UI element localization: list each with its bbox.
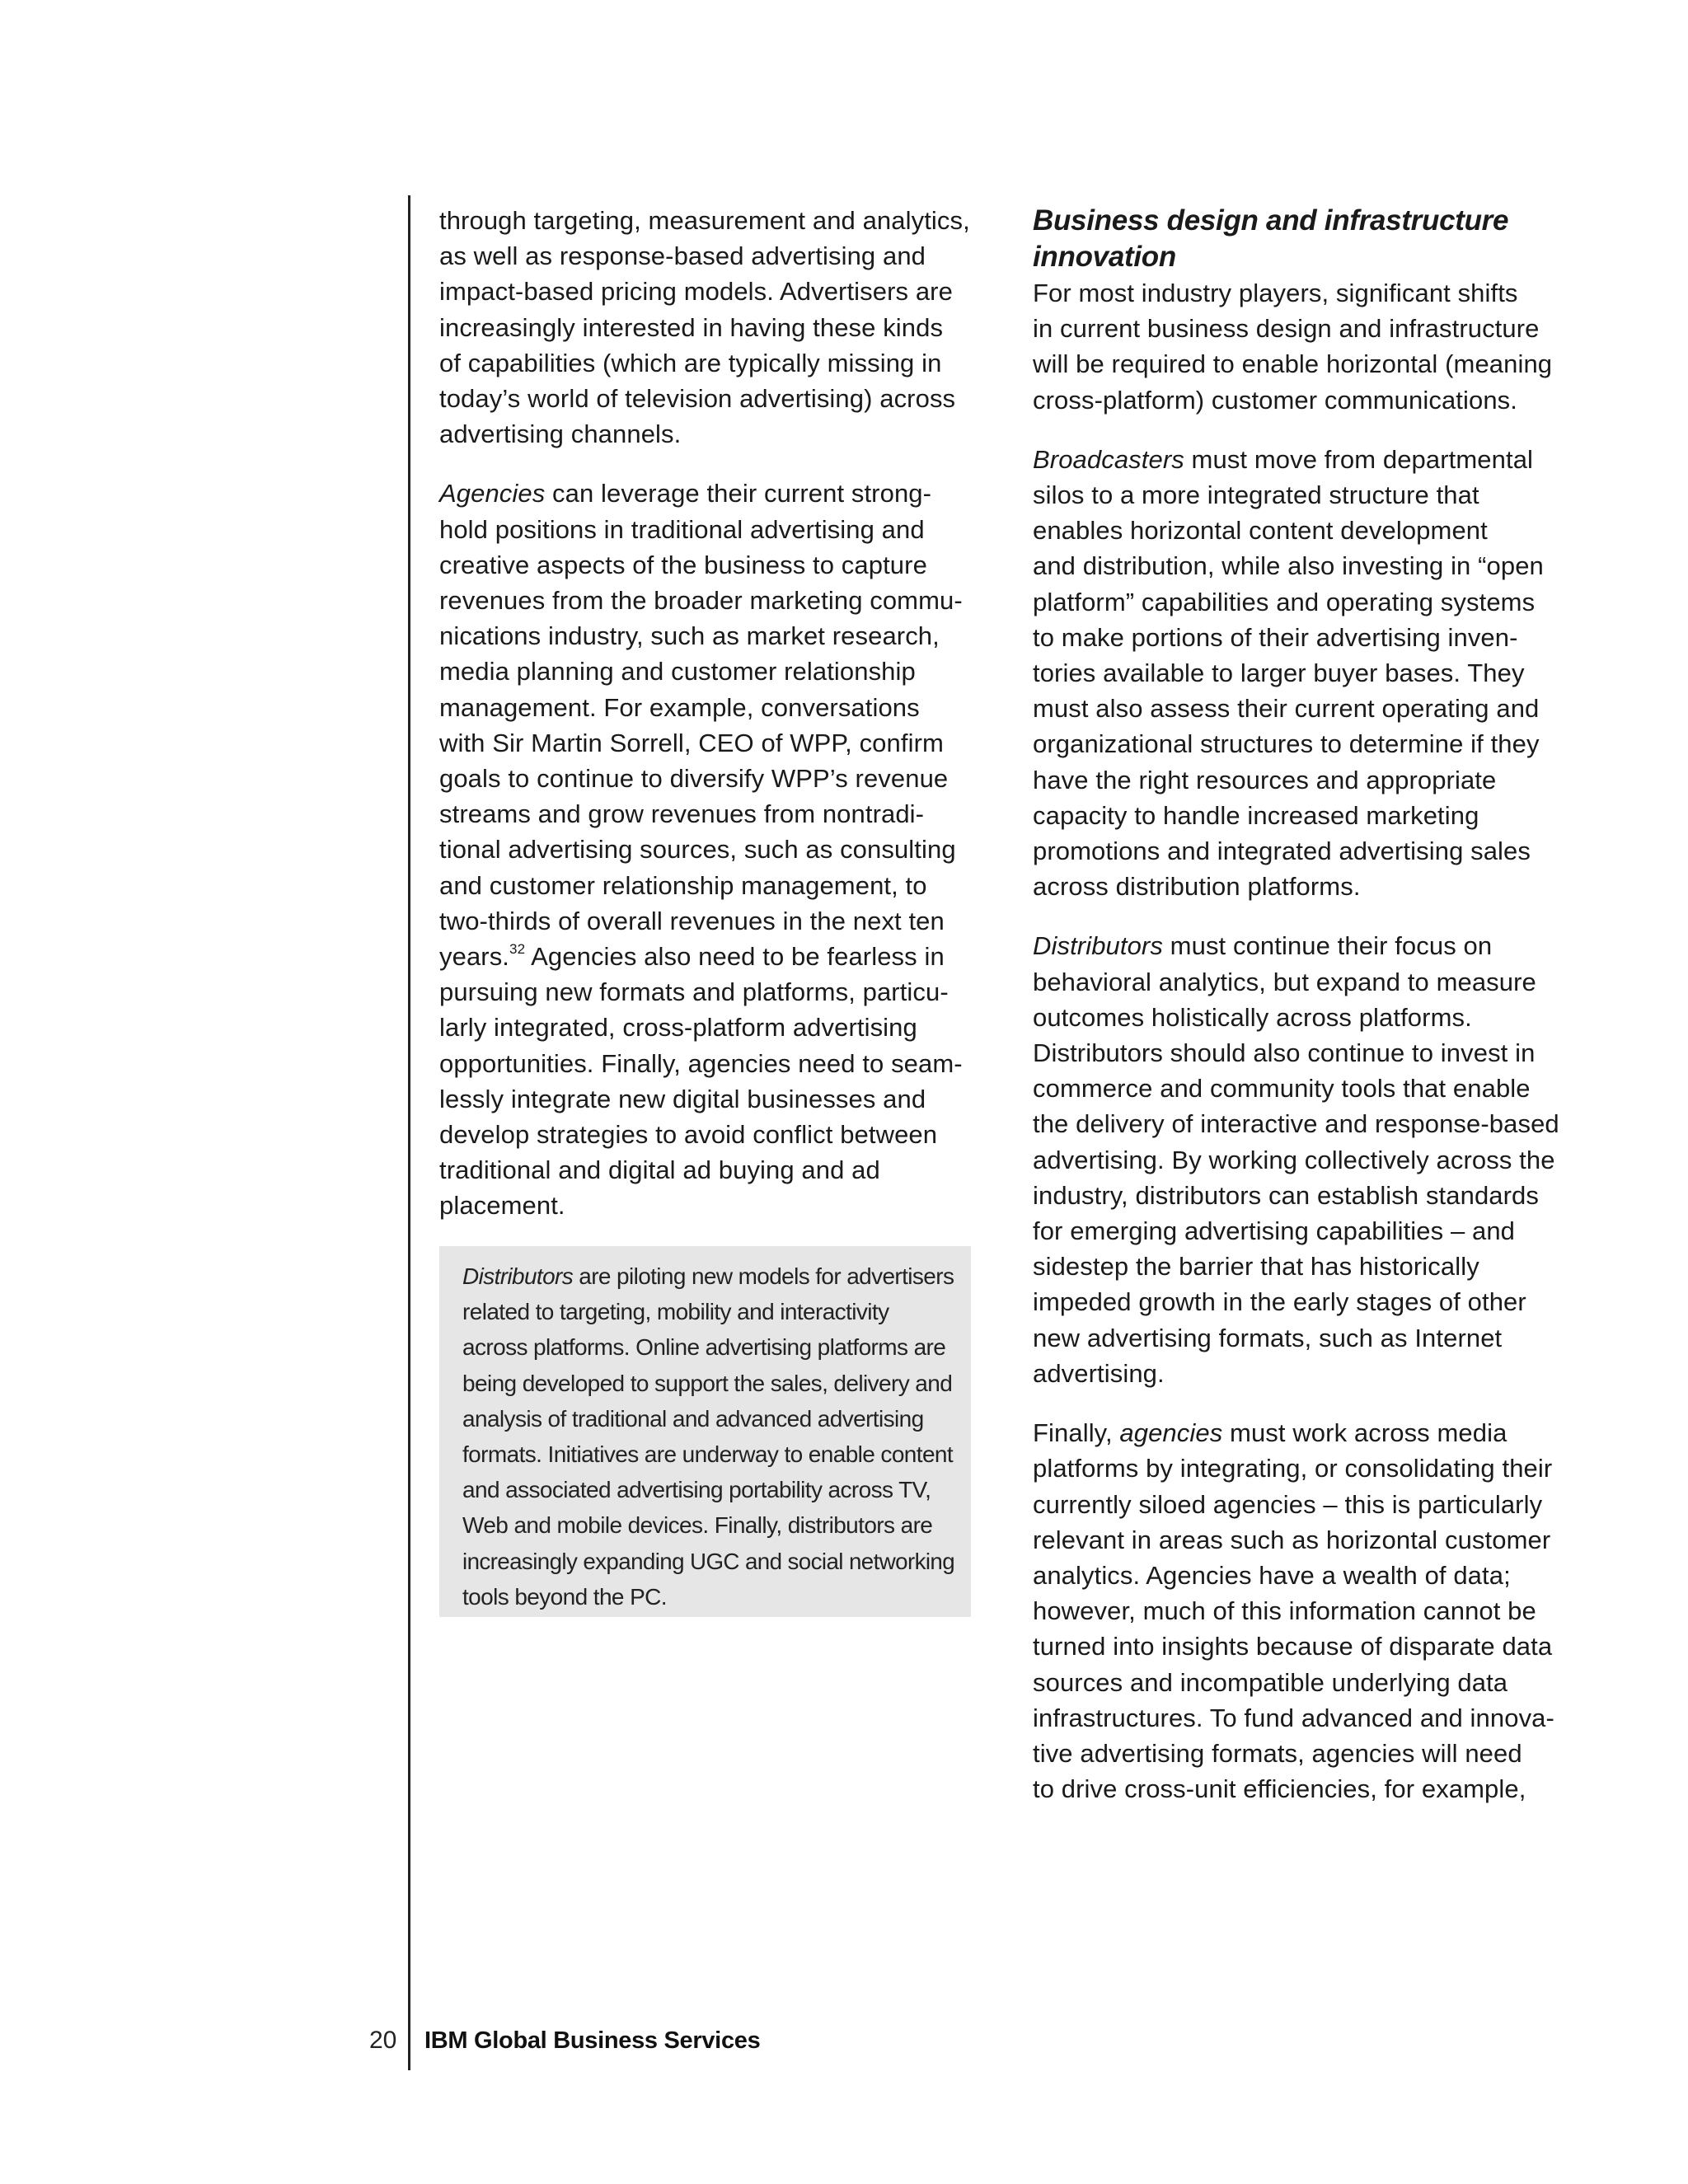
text-line: and customer relationship management, to (439, 870, 927, 900)
text-line: formats. Initiatives are underway to enable content (462, 1441, 954, 1468)
text-line: hold positions in traditional advertising and (439, 514, 925, 544)
text-line: Business design and infrastructure (1033, 204, 1509, 237)
text-line: larly integrated, cross-platform advertising (439, 1013, 917, 1043)
text-line: innovation (1033, 241, 1176, 273)
text-line: placement. (439, 1191, 565, 1221)
text-line: tories available to larger buyer bases. They (1033, 658, 1525, 688)
text-line: silos to a more integrated structure that (1033, 480, 1479, 510)
text-line (1033, 442, 1577, 477)
sidebar-lead: Distributors (462, 1263, 574, 1289)
text-fragment: years. (439, 942, 510, 972)
text-line: For most industry players, significant shifts (1033, 279, 1518, 307)
text-line: platforms by integrating, or consolidating their (1033, 1454, 1553, 1483)
text-line: cross-platform) customer communications. (1033, 385, 1517, 415)
page-number: 20 (369, 2027, 397, 2054)
footer-brand: IBM Global Business Services (424, 2027, 761, 2054)
line-group (1033, 964, 1577, 1391)
text-line: sources and incompatible underlying data (1033, 1667, 1508, 1697)
agencies-lead: agencies (1119, 1418, 1223, 1448)
text-line (439, 476, 992, 511)
text-line: outcomes holistically across platforms. (1033, 1002, 1472, 1032)
text-line: today’s world of television advertising) across (439, 384, 956, 414)
text-line: media planning and customer relationship (439, 657, 916, 687)
text-line: advertising. (1033, 1358, 1165, 1388)
right-paragraph-distributors (1033, 928, 1577, 1391)
broadcasters-lead: Broadcasters (1033, 444, 1184, 474)
text-line: organizational structures to determine if they (1033, 729, 1540, 759)
text-line: must also assess their current operating and (1033, 694, 1540, 724)
text-fragment: must move from departmental (1184, 444, 1534, 474)
text-line: turned into insights because of disparate data (1033, 1632, 1553, 1661)
line-group (1033, 1451, 1577, 1807)
text-line: enables horizontal content development (1033, 516, 1488, 546)
text-line: have the right resources and appropriate (1033, 765, 1497, 794)
text-line: opportunities. Finally, agencies need to seam- (439, 1048, 963, 1078)
left-paragraph-1 (439, 203, 992, 452)
text-line: traditional and digital ad buying and ad (439, 1155, 880, 1185)
text-line (1033, 928, 1577, 963)
text-line: for emerging advertising capabilities – and (1033, 1216, 1516, 1246)
text-line: creative aspects of the business to capture (439, 550, 927, 579)
text-line: platform” capabilities and operating systems (1033, 587, 1536, 616)
text-line: across platforms. Online advertising platforms are (462, 1334, 946, 1361)
sidebar-callout (439, 1246, 971, 1617)
text-line (439, 939, 992, 974)
text-line: capacity to handle increased marketing (1033, 800, 1479, 830)
text-fragment: are piloting new models for advertisers (573, 1263, 954, 1289)
text-line: of capabilities (which are typically missing in (439, 348, 942, 377)
text-line: and distribution, while also investing in “open (1033, 551, 1544, 581)
text-line: streams and grow revenues from nontradi- (439, 799, 925, 829)
text-line: new advertising formats, such as Internet (1033, 1323, 1503, 1352)
text-line: to drive cross-unit efficiencies, for example, (1033, 1774, 1526, 1804)
left-column (439, 203, 992, 1248)
text-line: industry, distributors can establish standards (1033, 1180, 1539, 1210)
text-line: behavioral analytics, but expand to measure (1033, 967, 1536, 996)
text-line: as well as response-based advertising and (439, 241, 926, 271)
text-line: lessly integrate new digital businesses and (439, 1084, 926, 1113)
text-fragment: can leverage their current strong- (545, 479, 932, 509)
right-paragraph-agencies (1033, 1415, 1577, 1807)
text-line: advertising. By working collectively across the (1033, 1145, 1555, 1174)
text-line: through targeting, measurement and analytics, (439, 206, 970, 235)
text-line: advertising channels. (439, 419, 682, 449)
text-line: increasingly expanding UGC and social networking (462, 1548, 955, 1574)
section-heading (1033, 203, 1577, 275)
line-group (1033, 477, 1577, 904)
text-line: with Sir Martin Sorrell, CEO of WPP, confirm (439, 728, 944, 757)
text-line: however, much of this information cannot be (1033, 1596, 1536, 1626)
text-line: develop strategies to avoid conflict between (439, 1120, 938, 1150)
text-line: being developed to support the sales, delivery and (462, 1370, 953, 1396)
line-group (439, 974, 992, 1223)
text-line: nications industry, such as market research, (439, 621, 940, 651)
right-paragraph-broadcasters (1033, 442, 1577, 905)
text-line: impeded growth in the early stages of other (1033, 1287, 1526, 1317)
text-line: to make portions of their advertising inven- (1033, 622, 1518, 652)
sidebar-line (462, 1258, 954, 1294)
text-line: in current business design and infrastructure (1033, 314, 1540, 344)
text-line: Web and mobile devices. Finally, distributors are (462, 1512, 933, 1539)
text-line: tive advertising formats, agencies will need (1033, 1738, 1522, 1768)
text-fragment: Finally, (1033, 1418, 1120, 1448)
left-paragraph-agencies (439, 476, 992, 1223)
distributors-lead: Distributors (1033, 931, 1163, 961)
text-line: increasingly interested in having these kinds (439, 312, 944, 342)
right-paragraph-1 (1033, 275, 1577, 418)
text-line: related to targeting, mobility and interactivity (462, 1299, 889, 1325)
text-line: promotions and integrated advertising sales (1033, 837, 1531, 866)
vertical-rule (408, 195, 410, 2070)
text-line: two-thirds of overall revenues in the next ten (439, 906, 945, 935)
text-line: sidestep the barrier that has historically (1033, 1252, 1479, 1282)
text-line: currently siloed agencies – this is particularly (1033, 1489, 1543, 1519)
text-line: analytics. Agencies have a wealth of data; (1033, 1560, 1511, 1590)
text-line: relevant in areas such as horizontal customer (1033, 1525, 1551, 1554)
text-fragment: must work across media (1222, 1418, 1507, 1448)
text-line: goals to continue to diversify WPP’s revenue (439, 764, 949, 794)
text-line: will be required to enable horizontal (meaning (1033, 349, 1553, 379)
text-line: the delivery of interactive and response-based (1033, 1109, 1559, 1139)
agencies-lead: Agencies (439, 479, 546, 509)
text-fragment: must continue their focus on (1162, 931, 1493, 961)
text-line: commerce and community tools that enable (1033, 1074, 1531, 1104)
text-line: tools beyond the PC. (462, 1583, 667, 1610)
right-column (1033, 203, 1577, 1830)
text-line: analysis of traditional and advanced advertising (462, 1405, 924, 1432)
text-line: and associated advertising portability across TV, (462, 1477, 931, 1503)
footnote-ref: 32 (509, 940, 526, 957)
text-line: across distribution platforms. (1033, 872, 1361, 902)
text-line: management. For example, conversations (439, 692, 920, 722)
text-line: infrastructures. To fund advanced and innova- (1033, 1703, 1554, 1732)
text-line: revenues from the broader marketing commu- (439, 586, 963, 616)
text-fragment: Agencies also need to be fearless in (525, 942, 945, 972)
text-line (1033, 1415, 1577, 1451)
text-line: Distributors should also continue to invest in (1033, 1038, 1536, 1068)
text-line: pursuing new formats and platforms, particu- (439, 977, 949, 1007)
text-line: impact-based pricing models. Advertisers are (439, 277, 953, 307)
line-group (439, 512, 992, 939)
text-line: tional advertising sources, such as consulting (439, 835, 956, 865)
sidebar-line-group (462, 1294, 954, 1615)
